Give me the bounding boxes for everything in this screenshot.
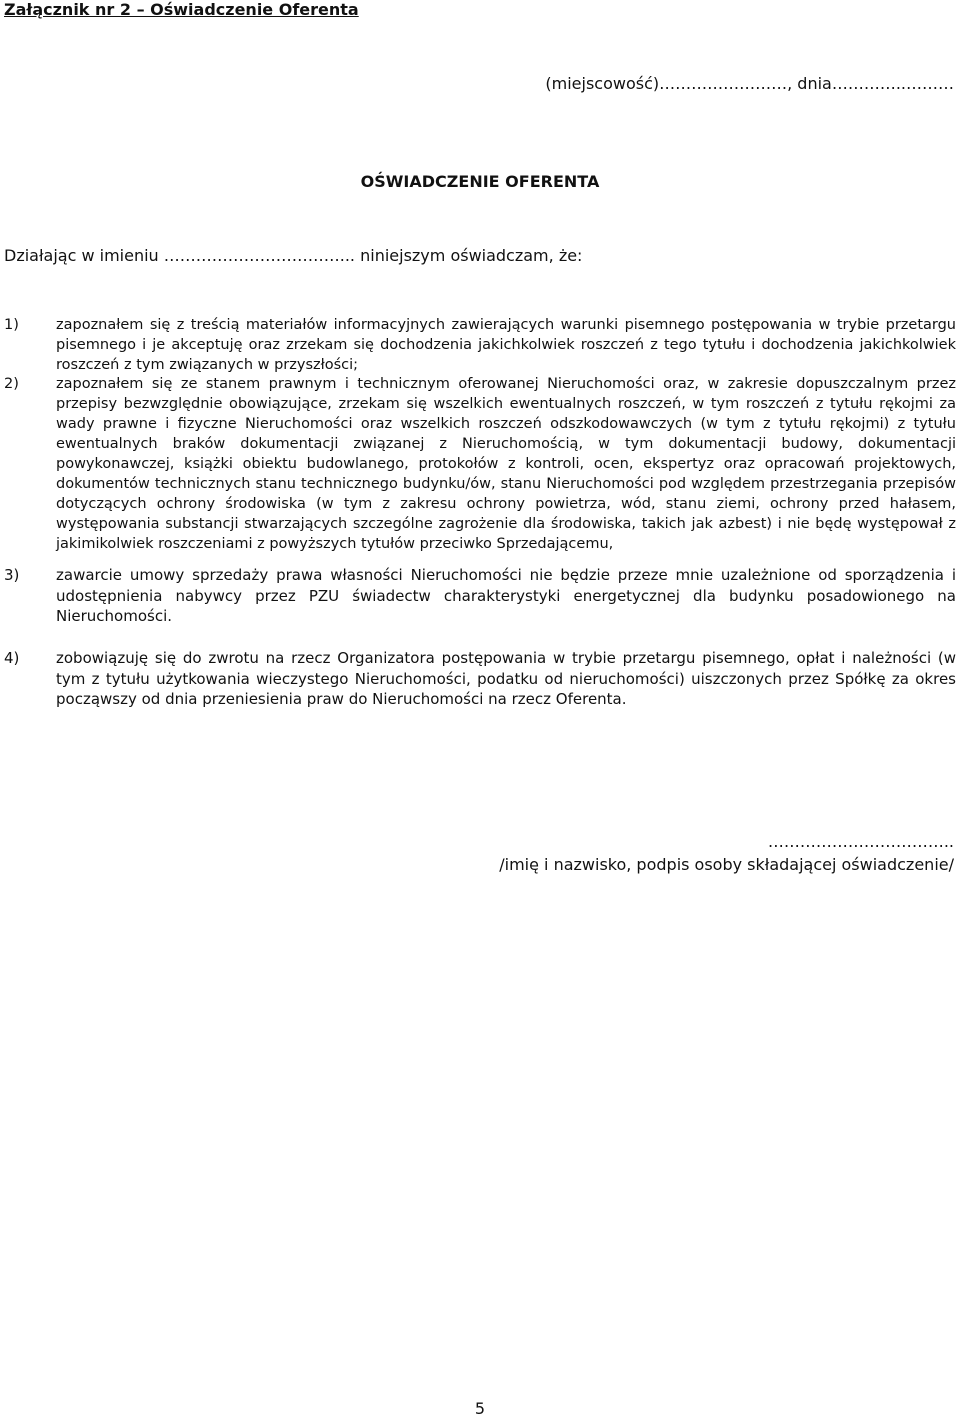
attachment-header: Załącznik nr 2 – Oświadczenie Oferenta [4,0,359,19]
item-text: zapoznałem się z treścią materiałów informacyjnych zawierających warunki pisemnego postępowania w trybie przetargu pisemnego i je akceptuję oraz zrzekam się dochodzenia jakichkolwiek roszczeń z tego tytułu i dochodzenia jakichkolwiek roszczeń z tym związanych w przyszłości; [56,317,956,373]
signature-line: …………………………….. [767,832,954,851]
page-number: 5 [474,1399,486,1418]
declaration-item-2 [4,374,956,554]
declaration-item-3 [4,565,956,627]
signature-label: /imię i nazwisko, podpis osoby składającej oświadczenie/ [499,855,954,874]
item-text: zawarcie umowy sprzedaży prawa własności Nieruchomości nie będzie przeze mnie uzależnione od sporządzenia i udostępnienia nabywcy przez PZU świadectw charakterystyki energetycznej dla budynku posadowionego na Nieruchomości. [56,566,956,625]
item-number: 4) [4,649,20,667]
item-text: zobowiązuję się do zwrotu na rzecz Organizatora postępowania w trybie przetargu pisemnego, opłat i należności (w tym z tytułu użytkowania wieczystego Nieruchomości, podatku od nieruchomości) uiszczonych przez Spółkę za okres począwszy od dnia przeniesienia praw do Nieruchomości na rzecz Oferenta. [56,649,956,708]
intro-line: Działając w imieniu ……………………………... niniejszym oświadczam, że: [4,246,583,265]
document-title: OŚWIADCZENIE OFERENTA [360,172,600,191]
item-number: 2) [4,376,19,392]
declaration-item-1 [4,315,956,375]
item-number: 1) [4,317,19,333]
item-number: 3) [4,566,20,584]
item-text: zapoznałem się ze stanem prawnym i technicznym oferowanej Nieruchomości oraz, w zakresie dopuszczalnym przez przepisy bezwzględnie obowiązujące, zrzekam się wszelkich ewentualnych roszczeń, w tym roszczeń z tytułu rękojmi za wady prawne i fizyczne Nieruchomości oraz wszelkich roszczeń odszkodowawczych (w tym z tytułu rękojmi) z tytułu ewentualnych braków dokumentacji związanej z Nieruchomością, w tym dokumentacji budowy, dokumentacji powykonawczej, książki obiektu budowlanego, protokołów z kontroli, ocen, ekspertyz oraz opracowań projektowych, dokumentów technicznych stanu technicznego budynku/ów, stanu Nieruchomości pod względem przestrzegania przepisów dotyczących ochrony środowiska (w tym z zakresu ochrony powietrza, wód, stanu ziemi, ochrony przed hałasem, występowania substancji stwarzających szczególne zagrożenie dla środowiska, takich jak azbest) i nie będę występował z jakimikolwiek roszczeniami z powyższych tytułów przeciwko Sprzedającemu, [56,376,956,552]
declaration-item-4 [4,648,956,710]
place-date-line: (miejscowość)……………………, dnia…………..……… [545,74,954,93]
